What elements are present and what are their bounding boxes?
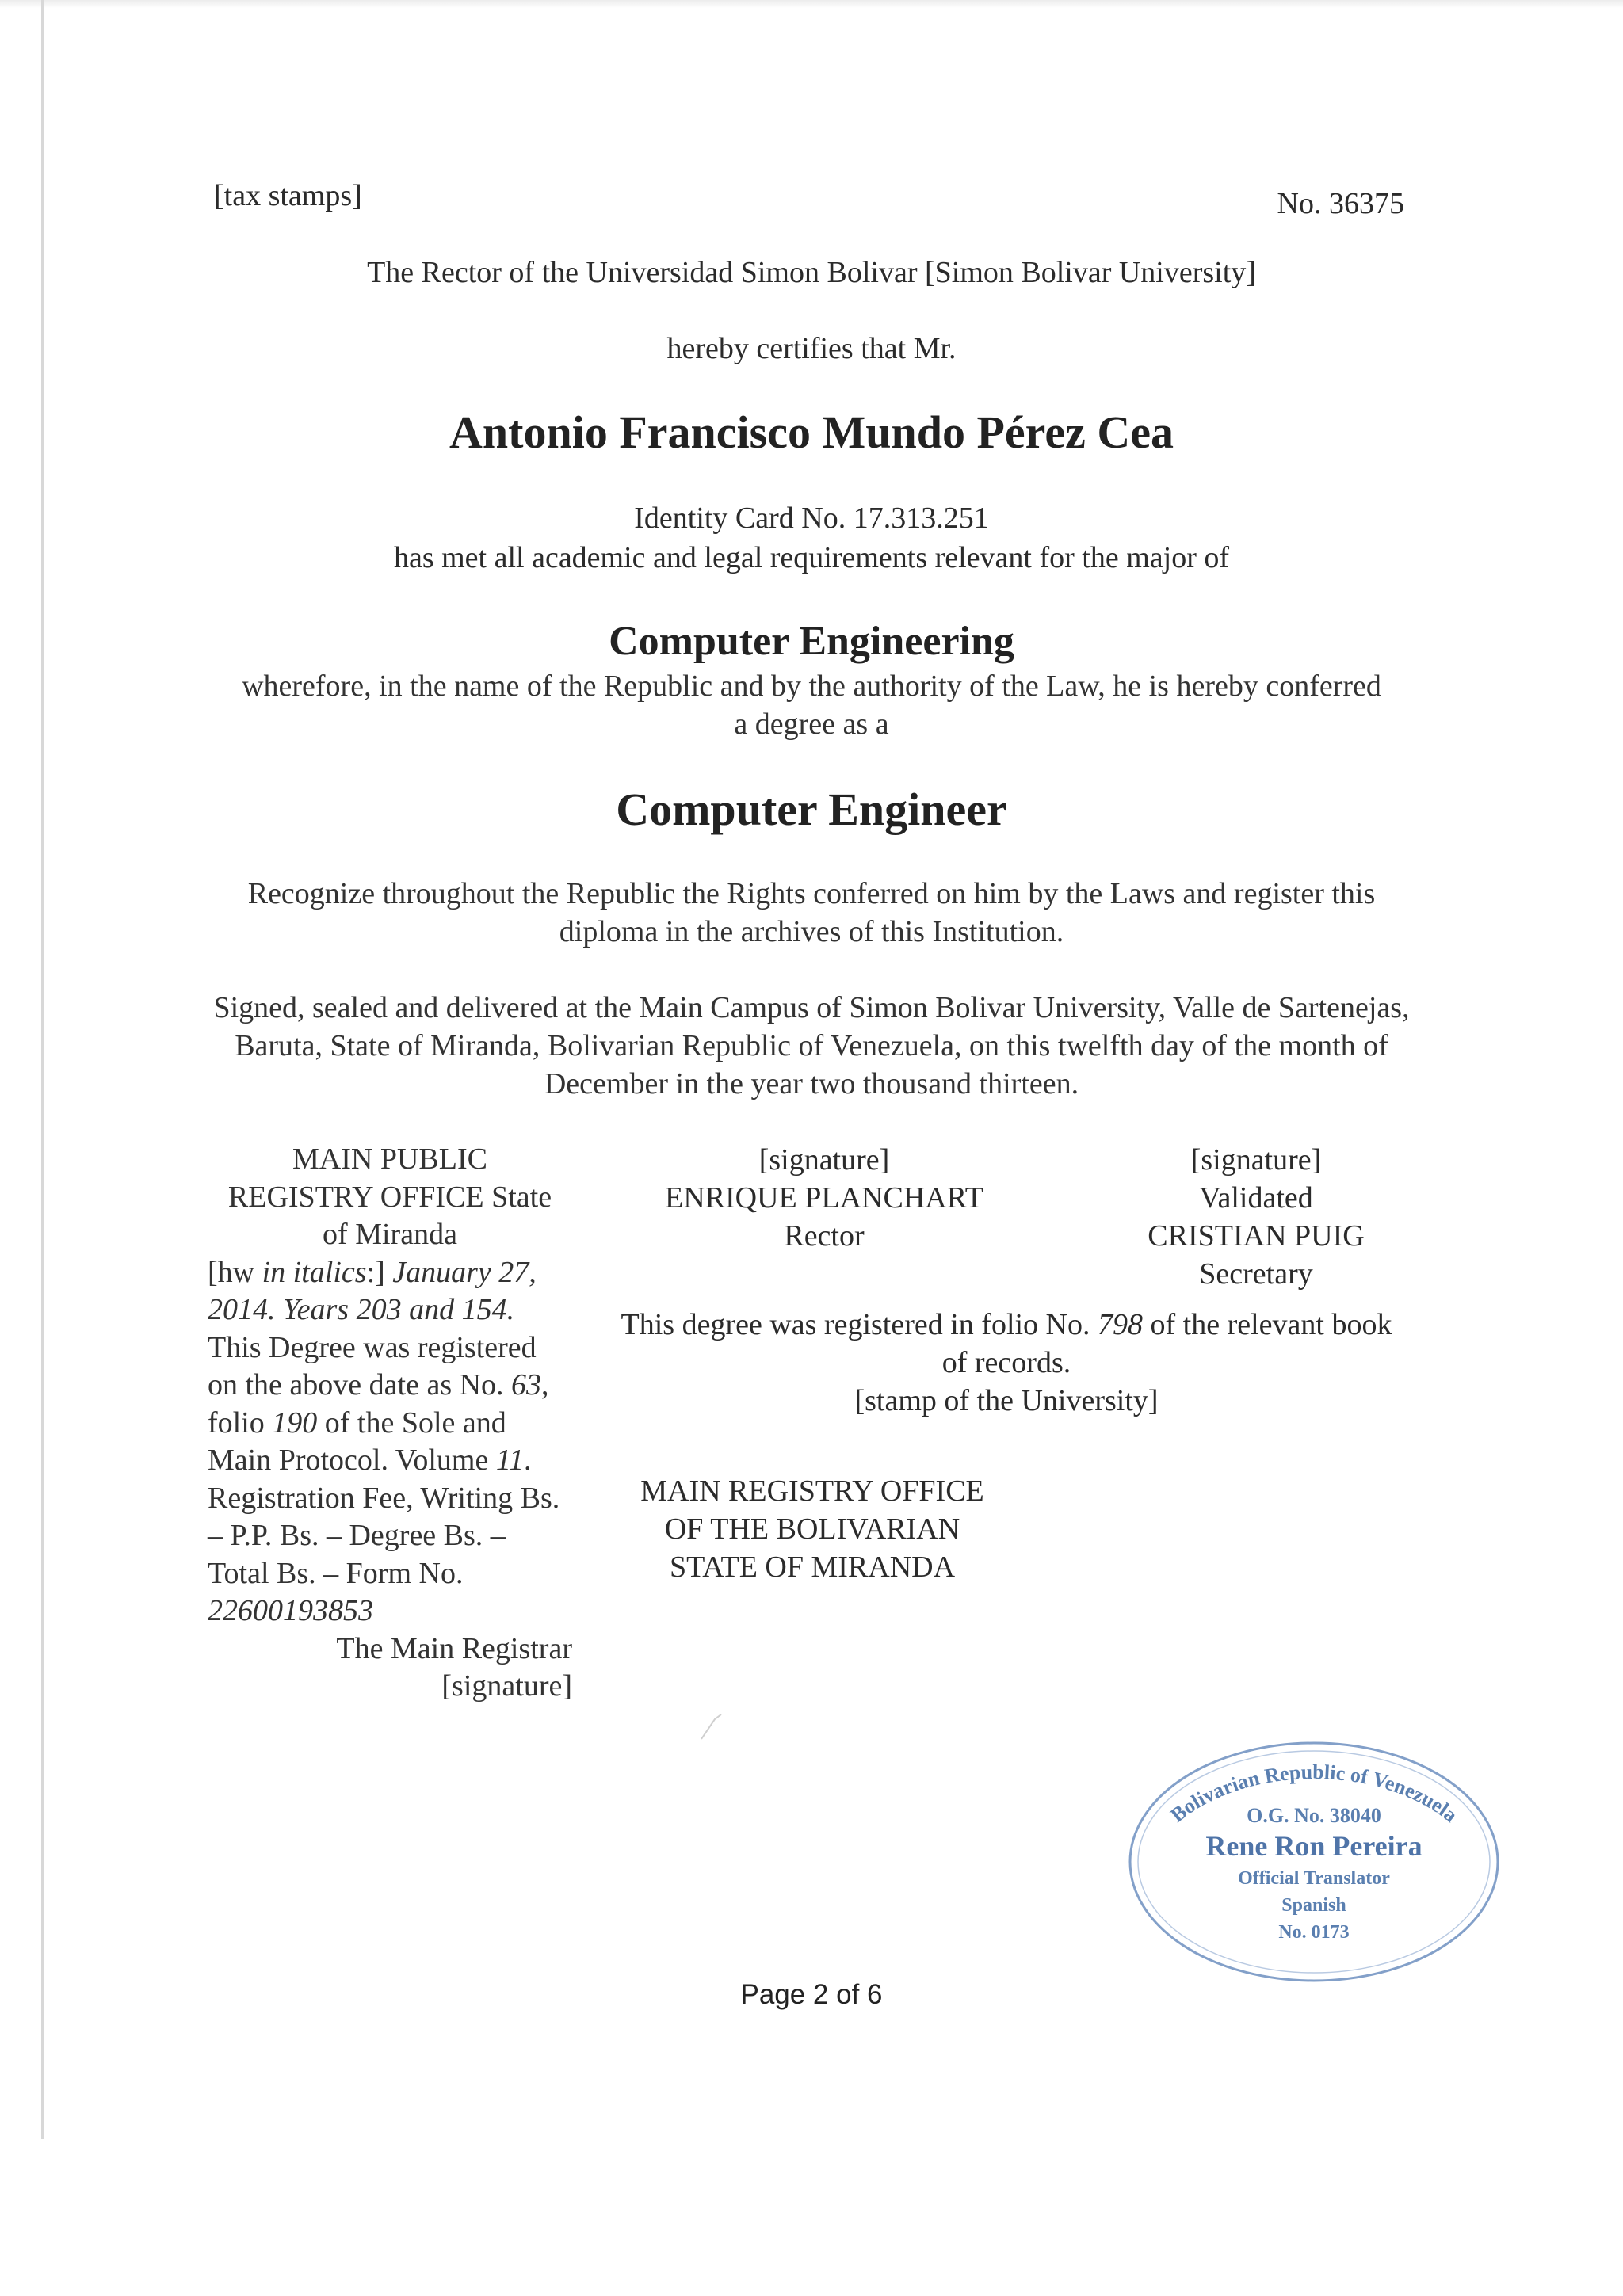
stamp-number: No. 0173: [1278, 1922, 1350, 1943]
conferral-text: wherefore, in the name of the Republic and by the authority of the Law, he is hereby conferred a degree as a: [242, 669, 1381, 741]
registry-office-line3: STATE OF MIRANDA: [669, 1550, 956, 1584]
secretary-signature: [signature]: [1190, 1143, 1322, 1177]
stamp-language: Spanish: [1281, 1895, 1346, 1916]
tax-stamps-note: [tax stamps]: [214, 179, 362, 212]
registration-details: [208, 1329, 572, 1630]
stamp-arc-text-path: Bolivarian Republic of Venezuela: [1166, 1760, 1462, 1827]
reg-number: 63: [511, 1368, 542, 1402]
registry-office-block: [622, 1472, 1002, 1586]
rector-title: Rector: [784, 1219, 865, 1253]
reg-folio: 190: [272, 1405, 318, 1440]
stamp-og-number: O.G. No. 38040: [1247, 1804, 1381, 1827]
stamp-translator-role: Official Translator: [1238, 1868, 1390, 1889]
handwritten-date: [208, 1254, 572, 1329]
registry-note-line2: REGISTRY OFFICE State: [227, 1180, 552, 1214]
graduate-name: Antonio Francisco Mundo Pérez Cea: [449, 406, 1174, 458]
rector-line: The Rector of the Universidad Simon Bolivar [Simon Bolivar University]: [367, 256, 1256, 289]
translator-stamp: [1116, 1727, 1512, 1989]
folio-text-part: This degree was registered in folio No.: [621, 1308, 1098, 1341]
diploma-number: No. 36375: [1277, 187, 1404, 220]
certifies-line: hereby certifies that Mr.: [666, 332, 957, 365]
main-registrar: The Main Registrar: [336, 1631, 572, 1665]
secretary-name: CRISTIAN PUIG: [1148, 1219, 1365, 1253]
hw-prefix: [hw: [208, 1255, 262, 1289]
registry-note: [208, 1141, 572, 1706]
hw-date-part1: January 27,: [392, 1255, 537, 1289]
registry-note-line3: of Miranda: [323, 1218, 457, 1251]
reg-text: . Registration Fee, Writing Bs. – P.P. Bs. – Degree Bs. – Total Bs. – Form No.: [208, 1444, 560, 1590]
form-number: 22600193853: [208, 1594, 373, 1627]
secretary-validated: Validated: [1199, 1181, 1313, 1215]
reg-text: , folio: [208, 1368, 549, 1440]
folio-text: [610, 1306, 1403, 1382]
rector-signature-block: [634, 1141, 1014, 1255]
rector-signature: [signature]: [758, 1143, 890, 1177]
secretary-signature-block: [1109, 1141, 1403, 1293]
hw-italics-label: in italics: [262, 1255, 367, 1289]
reg-text: This Degree was registered on the above date as No.: [208, 1330, 537, 1402]
recognize-paragraph: [0, 875, 1623, 951]
stamp-translator-name: Rene Ron Pereira: [1205, 1830, 1423, 1862]
registry-office-line2: OF THE BOLIVARIAN: [664, 1512, 960, 1546]
signed-text: Signed, sealed and delivered at the Main Campus of Simon Bolivar University, Valle de Sartenejas, Baruta, State of Miranda, Bolivarian Republic of Venezuela, on this twelfth day of the month of December in the year two thousand thirteen.: [213, 991, 1410, 1100]
university-stamp-note: [stamp of the University]: [854, 1384, 1159, 1417]
signed-paragraph: [0, 989, 1623, 1103]
secretary-title: Secretary: [1199, 1257, 1313, 1291]
registry-office-line1: MAIN REGISTRY OFFICE: [640, 1474, 984, 1508]
degree-title: Computer Engineer: [616, 784, 1007, 835]
hw-date-part2: 2014. Years 203 and 154.: [208, 1293, 515, 1326]
conferral-paragraph: [0, 667, 1623, 743]
major-title: Computer Engineering: [609, 619, 1014, 664]
scan-shadow-top: [0, 0, 1623, 8]
recognize-text: Recognize throughout the Republic the Rights conferred on him by the Laws and register this diploma in the archives of this Institution.: [247, 877, 1376, 948]
requirements-line: has met all academic and legal requirements relevant for the major of: [393, 541, 1230, 574]
reg-text: of the Sole and Main Protocol. Volume: [208, 1405, 506, 1477]
folio-note: [610, 1306, 1403, 1420]
registrar-signature: [signature]: [441, 1669, 572, 1703]
reg-volume: 11: [495, 1444, 525, 1477]
rector-name: ENRIQUE PLANCHART: [665, 1181, 983, 1215]
registry-note-line1: MAIN PUBLIC: [292, 1142, 487, 1176]
folio-text-part: of the relevant book of records.: [941, 1308, 1392, 1379]
hw-suffix: :]: [366, 1255, 393, 1289]
pen-mark: [697, 1711, 729, 1743]
identity-card: Identity Card No. 17.313.251: [634, 502, 989, 535]
page-number: Page 2 of 6: [740, 1979, 883, 2010]
folio-number: 798: [1098, 1308, 1144, 1341]
